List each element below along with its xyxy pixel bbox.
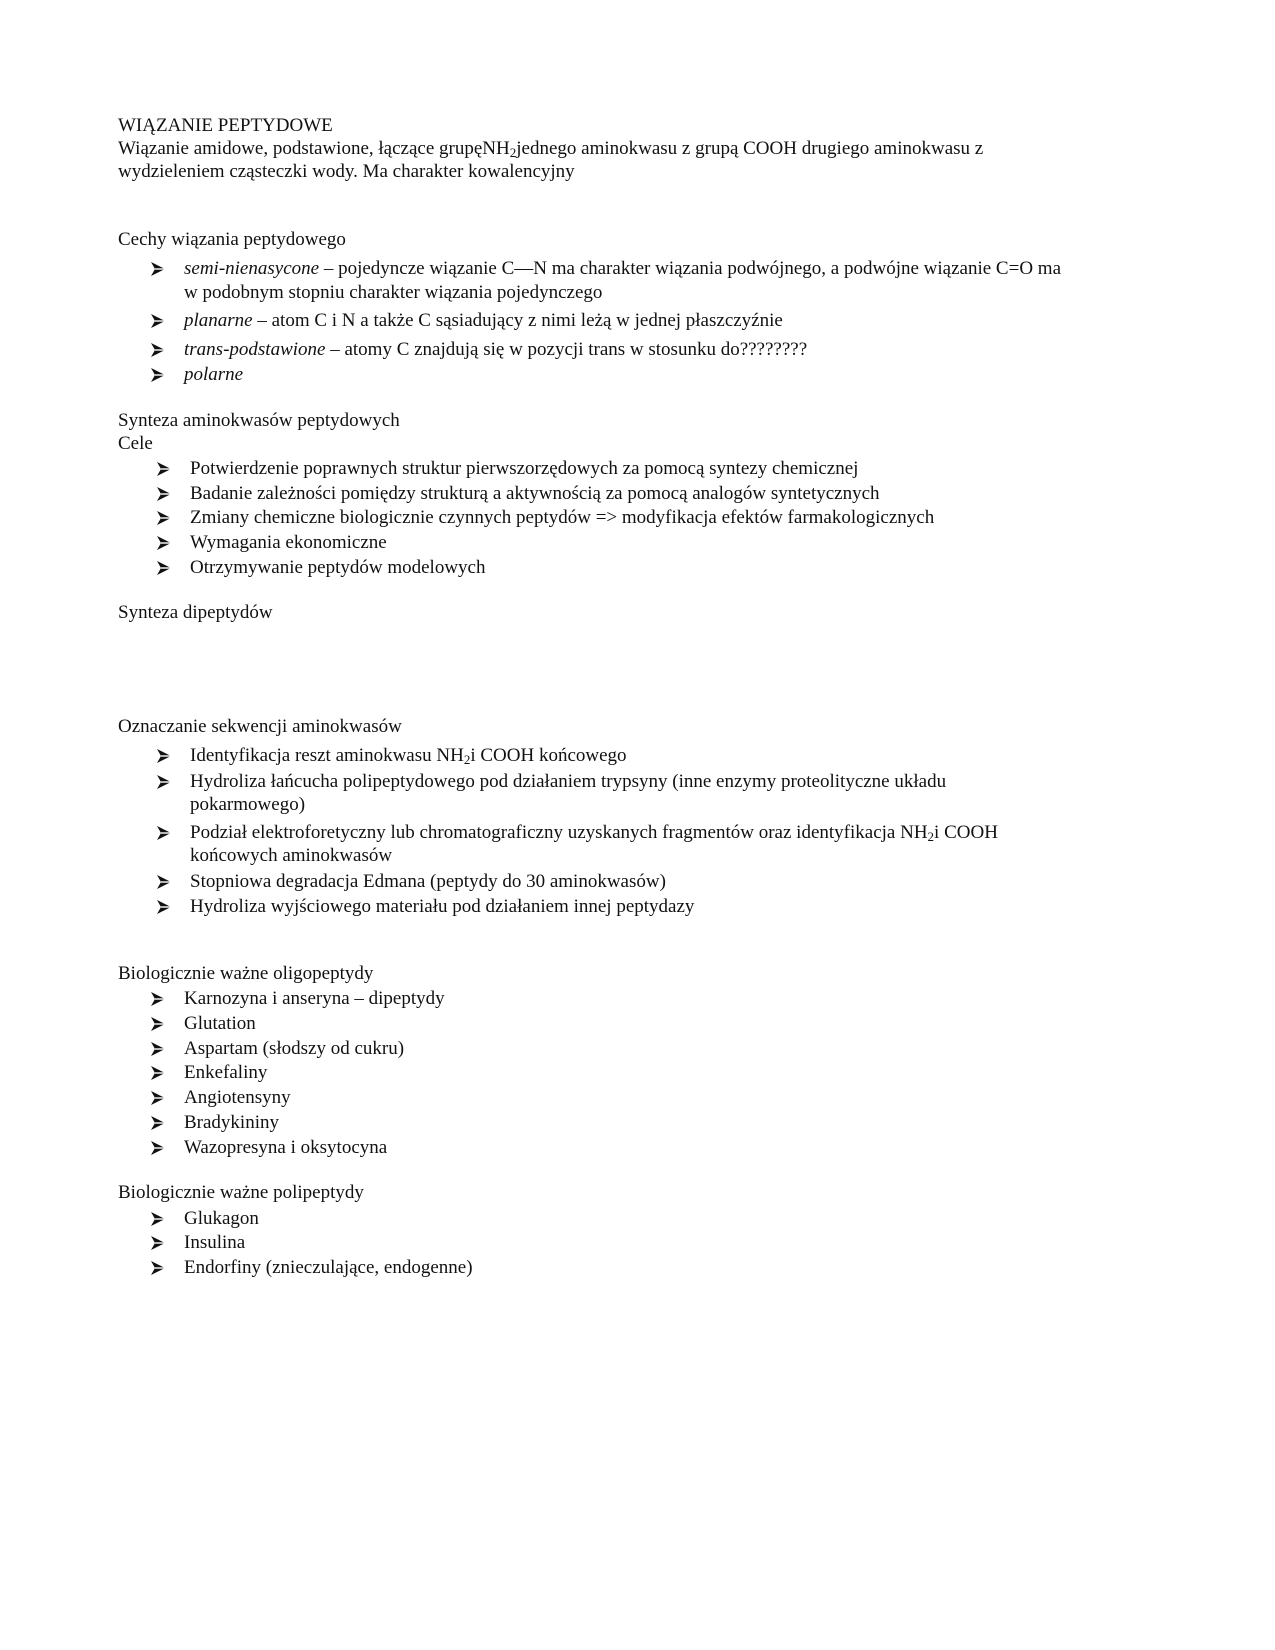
sequencing-item-1 <box>190 744 627 768</box>
synthesis-item: Potwierdzenie poprawnych struktur pierwszorzędowych za pomocą syntezy chemicznej <box>190 458 859 479</box>
oligopeptides-heading: Biologicznie ważne oligopeptydy <box>118 963 374 984</box>
arrow-bullet-icon <box>150 1016 166 1032</box>
arrow-bullet-icon <box>156 510 172 526</box>
intro-sub: 2 <box>509 145 517 160</box>
synthesis-item: Badanie zależności pomiędzy strukturą a aktywnością za pomocą analogów syntetycznych <box>190 483 880 504</box>
intro-line-1 <box>118 137 1175 161</box>
feature-term: semi-nienasycone <box>184 258 320 279</box>
features-item-4 <box>184 363 243 387</box>
polypeptides-heading: Biologicznie ważne polipeptydy <box>118 1182 364 1203</box>
arrow-bullet-icon <box>150 1115 166 1131</box>
intro-chem: NH <box>482 138 510 159</box>
feature-text: – pojedyncze wiązanie C—N ma charakter wiązania podwójnego, a podwójne wiązanie C=O ma <box>319 258 1061 279</box>
intro-text-b: jednego aminokwasu z grupą COOH drugiego aminokwasu z <box>516 138 984 159</box>
arrow-bullet-icon <box>156 825 172 841</box>
arrow-bullet-icon <box>150 342 166 358</box>
oligopeptide-item: Glutation <box>184 1013 256 1034</box>
feature-term: trans-podstawione <box>184 339 326 360</box>
synthesis-item: Wymagania ekonomiczne <box>190 532 387 553</box>
arrow-bullet-icon <box>150 1235 166 1251</box>
arrow-bullet-icon <box>150 1090 166 1106</box>
sequencing-item-4: Stopniowa degradacja Edmana (peptydy do 30 aminokwasów) <box>190 871 666 892</box>
features-item-1 <box>184 257 1061 281</box>
arrow-bullet-icon <box>150 1260 166 1276</box>
arrow-bullet-icon <box>156 874 172 890</box>
sequencing-item-2-cont: pokarmowego) <box>190 794 306 815</box>
features-item-1-cont: w podobnym stopniu charakter wiązania pojedynczego <box>184 282 603 303</box>
arrow-bullet-icon <box>150 991 166 1007</box>
feature-text: – atom C i N a także C sąsiadujący z nimi leżą w jednej płaszczyźnie <box>252 310 783 331</box>
arrow-bullet-icon <box>150 1140 166 1156</box>
polypeptide-item: Glukagon <box>184 1208 259 1229</box>
arrow-bullet-icon <box>156 560 172 576</box>
synthesis-heading: Synteza aminokwasów peptydowych <box>118 410 400 431</box>
oligopeptide-item: Wazopresyna i oksytocyna <box>184 1137 388 1158</box>
arrow-bullet-icon <box>156 748 172 764</box>
arrow-bullet-icon <box>156 486 172 502</box>
oligopeptide-item: Aspartam (słodszy od cukru) <box>184 1038 405 1059</box>
intro-text-a: Wiązanie amidowe, podstawione, łączące grupę <box>118 138 483 159</box>
oligopeptide-item: Angiotensyny <box>184 1087 291 1108</box>
seq-text-b: i COOH końcowego <box>470 745 627 766</box>
sequencing-item-3 <box>190 821 998 845</box>
oligopeptide-item: Bradykininy <box>184 1112 279 1133</box>
polypeptide-item: Insulina <box>184 1232 246 1253</box>
seq-sub: 2 <box>927 829 935 844</box>
arrow-bullet-icon <box>150 1041 166 1057</box>
dipeptides-heading: Synteza dipeptydów <box>118 602 273 623</box>
sequencing-heading: Oznaczanie sekwencji aminokwasów <box>118 716 402 737</box>
arrow-bullet-icon <box>150 313 166 329</box>
seq-text-a: Identyfikacja reszt aminokwasu NH <box>190 745 464 766</box>
feature-term: planarne <box>184 310 253 331</box>
intro-line-2: wydzieleniem cząsteczki wody. Ma charakter kowalencyjny <box>118 161 575 182</box>
arrow-bullet-icon <box>156 774 172 790</box>
synthesis-item: Otrzymywanie peptydów modelowych <box>190 557 486 578</box>
arrow-bullet-icon <box>156 461 172 477</box>
feature-text: – atomy C znajdują się w pozycji trans w stosunku do???????? <box>325 339 808 360</box>
sequencing-item-5: Hydroliza wyjściowego materiału pod działaniem innej peptydazy <box>190 896 695 917</box>
synthesis-item: Zmiany chemiczne biologicznie czynnych peptydów => modyfikacja efektów farmakologicznych <box>190 507 935 528</box>
features-heading: Cechy wiązania peptydowego <box>118 229 346 250</box>
synthesis-subheading: Cele <box>118 433 153 454</box>
sequencing-item-3-cont: końcowych aminokwasów <box>190 845 393 866</box>
feature-term: polarne <box>184 364 244 385</box>
doc-title: WIĄZANIE PEPTYDOWE <box>118 115 333 136</box>
arrow-bullet-icon <box>150 1065 166 1081</box>
arrow-bullet-icon <box>150 1211 166 1227</box>
seq-sub: 2 <box>463 752 471 767</box>
oligopeptide-item: Karnozyna i anseryna – dipeptydy <box>184 988 445 1009</box>
arrow-bullet-icon <box>150 261 166 277</box>
features-item-3 <box>184 338 807 362</box>
oligopeptide-item: Enkefaliny <box>184 1062 268 1083</box>
polypeptide-item: Endorfiny (znieczulające, endogenne) <box>184 1257 473 1278</box>
arrow-bullet-icon <box>150 367 166 383</box>
sequencing-item-2: Hydroliza łańcucha polipeptydowego pod działaniem trypsyny (inne enzymy proteolityczne układu <box>190 771 947 792</box>
arrow-bullet-icon <box>156 535 172 551</box>
features-item-2 <box>184 309 783 333</box>
arrow-bullet-icon <box>156 899 172 915</box>
seq-text-b: i COOH <box>934 822 998 843</box>
seq-text-a: Podział elektroforetyczny lub chromatograficzny uzyskanych fragmentów oraz identyfikacja NH <box>190 822 928 843</box>
